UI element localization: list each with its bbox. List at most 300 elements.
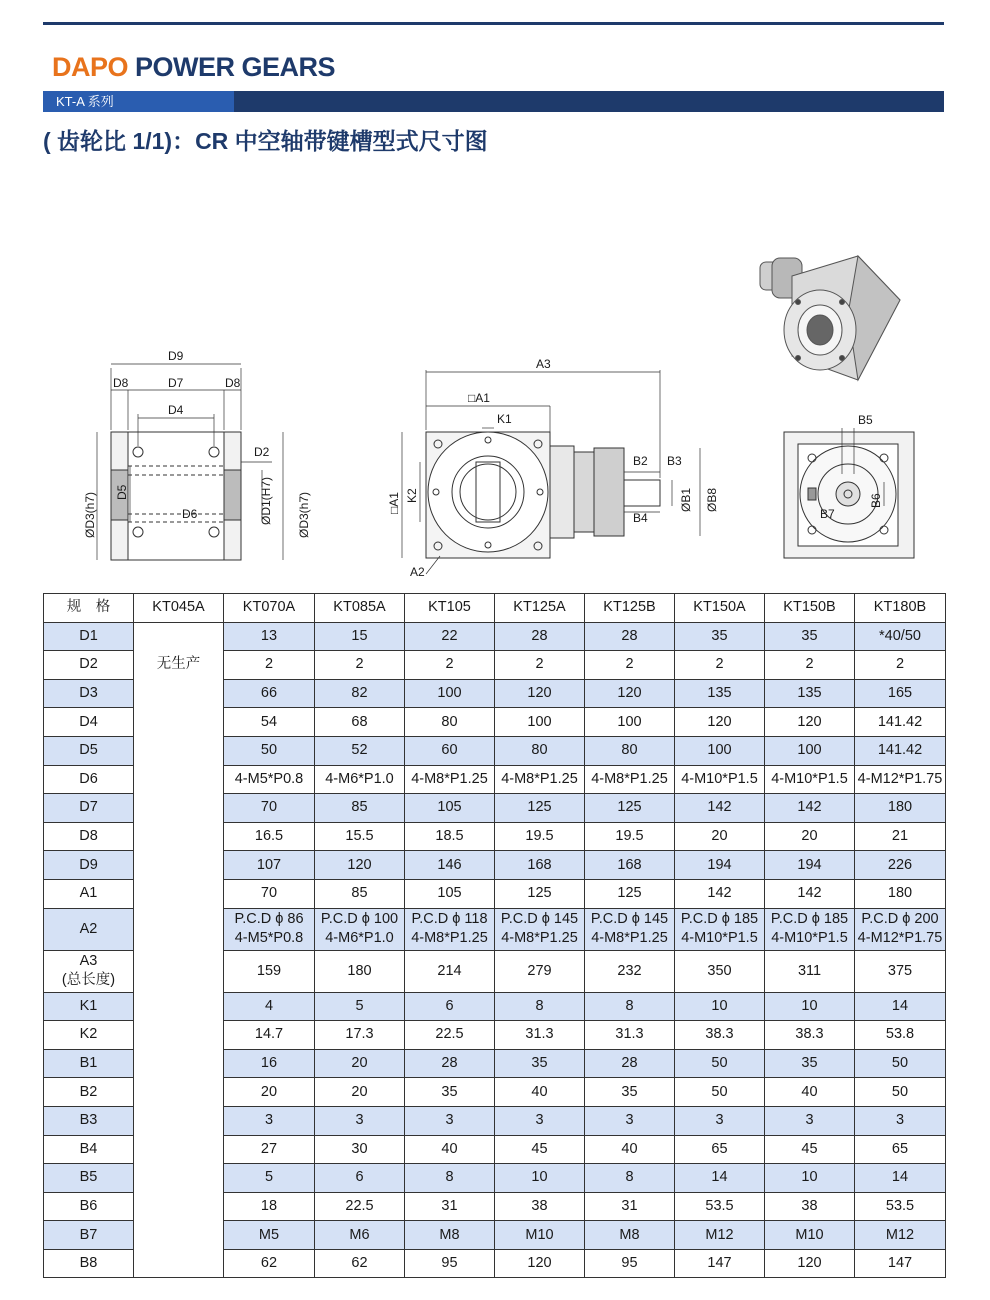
table-row <box>44 1192 946 1221</box>
row-label: D9 <box>44 851 134 880</box>
table-cell: 147 <box>675 1249 765 1278</box>
right-view <box>784 428 914 558</box>
table-cell: M8 <box>405 1221 495 1250</box>
kt045-cell <box>134 765 224 794</box>
table-cell: 14 <box>855 992 946 1021</box>
cell-line2: 4-M8*P1.25 <box>501 930 578 947</box>
table-cell: 20 <box>224 1078 315 1107</box>
label-d6: D6 <box>182 507 198 521</box>
table-cell: 85 <box>315 879 405 908</box>
table-cell: 31.3 <box>495 1021 585 1050</box>
table-row <box>44 765 946 794</box>
table-cell: 180 <box>855 794 946 823</box>
table-cell: 38.3 <box>675 1021 765 1050</box>
kt045-cell <box>134 1249 224 1278</box>
brand-part-2: POWER GEARS <box>128 52 336 82</box>
table-cell: 30 <box>315 1135 405 1164</box>
table-cell: 17.3 <box>315 1021 405 1050</box>
table-cell: M12 <box>675 1221 765 1250</box>
table-cell: 120 <box>585 679 675 708</box>
table-cell: 100 <box>495 708 585 737</box>
table-cell: 50 <box>224 736 315 765</box>
table-row <box>44 708 946 737</box>
table-cell: 15 <box>315 622 405 651</box>
header-model: KT150B <box>765 594 855 623</box>
table-cell: 125 <box>585 879 675 908</box>
table-cell: 3 <box>315 1106 405 1135</box>
table-cell: 14.7 <box>224 1021 315 1050</box>
table-cell: 142 <box>765 879 855 908</box>
table-cell: 311 <box>765 950 855 992</box>
table-cell: 8 <box>405 1164 495 1193</box>
label-d3-right: ØD3(h7) <box>297 491 311 538</box>
top-rule <box>43 22 944 25</box>
row-label: B6 <box>44 1192 134 1221</box>
table-cell <box>765 908 855 950</box>
table-cell: 20 <box>315 1049 405 1078</box>
header-model: KT125A <box>495 594 585 623</box>
table-cell: 125 <box>495 794 585 823</box>
table-cell: 80 <box>495 736 585 765</box>
table-row <box>44 794 946 823</box>
table-cell: 107 <box>224 851 315 880</box>
table-cell: M5 <box>224 1221 315 1250</box>
table-cell: M6 <box>315 1221 405 1250</box>
table-cell: 53.5 <box>855 1192 946 1221</box>
table-cell: 375 <box>855 950 946 992</box>
brand-part-1: DAPO <box>52 52 129 82</box>
row-label: D8 <box>44 822 134 851</box>
table-cell: 8 <box>495 992 585 1021</box>
label-d4: D4 <box>168 403 184 417</box>
kt045-cell <box>134 1164 224 1193</box>
table-cell: 20 <box>675 822 765 851</box>
row-label-line1: A3 <box>79 953 98 970</box>
middle-view <box>402 370 700 574</box>
table-cell: 62 <box>315 1249 405 1278</box>
table-cell: 65 <box>675 1135 765 1164</box>
table-cell: 19.5 <box>585 822 675 851</box>
table-cell: 54 <box>224 708 315 737</box>
table-row <box>44 1049 946 1078</box>
row-label: B7 <box>44 1221 134 1250</box>
table-cell: 141.42 <box>855 736 946 765</box>
table-cell <box>224 908 315 950</box>
row-label: K1 <box>44 992 134 1021</box>
brand-title <box>52 52 335 83</box>
cell-line2: 4-M6*P1.0 <box>325 930 394 947</box>
kt045-cell <box>134 879 224 908</box>
header-model: KT105 <box>405 594 495 623</box>
label-d3-left: ØD3(h7) <box>83 491 97 538</box>
cell-line1: P.C.D ϕ 185 <box>680 911 759 928</box>
label-b8: ØB8 <box>705 487 719 512</box>
table-cell: 232 <box>585 950 675 992</box>
table-cell: 10 <box>495 1164 585 1193</box>
table-cell: 3 <box>765 1106 855 1135</box>
table-cell: 20 <box>765 822 855 851</box>
table-cell: 5 <box>224 1164 315 1193</box>
table-row <box>44 1078 946 1107</box>
row-label: A2 <box>44 908 134 950</box>
row-label <box>44 950 134 992</box>
table-cell: 4-M8*P1.25 <box>405 765 495 794</box>
kt045-cell <box>134 1078 224 1107</box>
label-d8-right: D8 <box>225 376 241 390</box>
table-cell: 27 <box>224 1135 315 1164</box>
table-row <box>44 736 946 765</box>
table-cell: 80 <box>405 708 495 737</box>
table-cell: 13 <box>224 622 315 651</box>
table-cell: 50 <box>855 1049 946 1078</box>
table-cell: 35 <box>765 622 855 651</box>
label-b6: B6 <box>869 493 883 508</box>
cell-line1: P.C.D ϕ 86 <box>234 911 304 928</box>
table-cell: 28 <box>585 1049 675 1078</box>
table-row <box>44 1249 946 1278</box>
table-cell: 2 <box>315 651 405 680</box>
table-cell: M10 <box>495 1221 585 1250</box>
table-cell: 3 <box>675 1106 765 1135</box>
label-a3: A3 <box>536 357 551 371</box>
cell-line1: P.C.D ϕ 200 <box>861 911 939 928</box>
table-cell: 22 <box>405 622 495 651</box>
kt045-cell <box>134 794 224 823</box>
table-cell: 2 <box>585 651 675 680</box>
table-cell: 4-M5*P0.8 <box>224 765 315 794</box>
table-cell: 40 <box>405 1135 495 1164</box>
table-cell: 15.5 <box>315 822 405 851</box>
kt045-cell <box>134 1135 224 1164</box>
table-cell: 4-M10*P1.5 <box>675 765 765 794</box>
row-label: B4 <box>44 1135 134 1164</box>
cell-line2: 4-M5*P0.8 <box>234 930 304 947</box>
kt045-cell: 无生产 <box>134 651 224 680</box>
label-d5: D5 <box>115 484 129 500</box>
table-cell: 31 <box>405 1192 495 1221</box>
table-cell: 226 <box>855 851 946 880</box>
table-cell: 4-M12*P1.75 <box>855 765 946 794</box>
table-cell: 22.5 <box>315 1192 405 1221</box>
table-cell: 125 <box>495 879 585 908</box>
table-row <box>44 622 946 651</box>
kt045-cell <box>134 822 224 851</box>
row-label: D3 <box>44 679 134 708</box>
label-b4: B4 <box>633 511 648 525</box>
table-cell <box>585 908 675 950</box>
table-cell: 50 <box>855 1078 946 1107</box>
table-cell <box>675 908 765 950</box>
kt045-cell <box>134 679 224 708</box>
label-k2: K2 <box>405 488 419 503</box>
table-cell: M12 <box>855 1221 946 1250</box>
label-b7: B7 <box>820 507 835 521</box>
table-cell: 16.5 <box>224 822 315 851</box>
label-b2: B2 <box>633 454 648 468</box>
kt045-cell <box>134 708 224 737</box>
table-cell: 35 <box>585 1078 675 1107</box>
table-cell: 70 <box>224 879 315 908</box>
spec-table <box>43 593 946 1278</box>
table-cell: 3 <box>224 1106 315 1135</box>
series-bar <box>43 91 944 112</box>
label-d9: D9 <box>168 349 184 363</box>
row-label: A1 <box>44 879 134 908</box>
table-cell: 40 <box>495 1078 585 1107</box>
cell-line1: P.C.D ϕ 145 <box>590 911 669 928</box>
header-model: KT150A <box>675 594 765 623</box>
table-cell <box>315 908 405 950</box>
row-label: K2 <box>44 1021 134 1050</box>
left-view <box>97 364 283 560</box>
table-row <box>44 879 946 908</box>
label-b5: B5 <box>858 413 873 427</box>
row-label: D6 <box>44 765 134 794</box>
table-cell: 214 <box>405 950 495 992</box>
table-cell: 28 <box>405 1049 495 1078</box>
kt045-cell <box>134 908 224 950</box>
table-cell: 14 <box>855 1164 946 1193</box>
table-cell: 82 <box>315 679 405 708</box>
table-cell: 53.5 <box>675 1192 765 1221</box>
table-cell: 100 <box>405 679 495 708</box>
table-cell <box>855 908 946 950</box>
table-cell: 159 <box>224 950 315 992</box>
table-cell: 4-M10*P1.5 <box>765 765 855 794</box>
table-row <box>44 1135 946 1164</box>
table-cell: 10 <box>765 1164 855 1193</box>
header-model: KT070A <box>224 594 315 623</box>
table-cell <box>495 908 585 950</box>
cell-line2: 4-M10*P1.5 <box>681 930 758 947</box>
cell-line1: P.C.D ϕ 100 <box>320 911 399 928</box>
table-cell: 35 <box>495 1049 585 1078</box>
table-cell: 5 <box>315 992 405 1021</box>
table-cell: 120 <box>315 851 405 880</box>
header-model: KT125B <box>585 594 675 623</box>
table-cell: 350 <box>675 950 765 992</box>
table-cell: 2 <box>855 651 946 680</box>
table-cell: 125 <box>585 794 675 823</box>
table-cell: 65 <box>855 1135 946 1164</box>
kt045-cell <box>134 992 224 1021</box>
kt045-cell <box>134 950 224 992</box>
row-label: D7 <box>44 794 134 823</box>
label-d2: D2 <box>254 445 270 459</box>
table-cell: 3 <box>405 1106 495 1135</box>
table-cell: 194 <box>765 851 855 880</box>
table-cell: 31 <box>585 1192 675 1221</box>
table-cell: 50 <box>675 1078 765 1107</box>
label-d7: D7 <box>168 376 184 390</box>
table-cell: 14 <box>675 1164 765 1193</box>
table-cell: 2 <box>675 651 765 680</box>
header-model: KT180B <box>855 594 946 623</box>
table-cell: 38 <box>495 1192 585 1221</box>
table-cell: 35 <box>765 1049 855 1078</box>
table-cell: 95 <box>405 1249 495 1278</box>
table-cell: 194 <box>675 851 765 880</box>
label-d1: ØD1(H7) <box>259 476 273 525</box>
cell-line2: 4-M8*P1.25 <box>591 930 668 947</box>
table-cell: 2 <box>405 651 495 680</box>
table-cell: 16 <box>224 1049 315 1078</box>
page-subtitle: ( 齿轮比 1/1)：CR 中空轴带键槽型式尺寸图 <box>43 128 488 154</box>
table-row <box>44 822 946 851</box>
table-cell: 28 <box>585 622 675 651</box>
table-cell: 2 <box>224 651 315 680</box>
table-cell: 279 <box>495 950 585 992</box>
table-cell: M10 <box>765 1221 855 1250</box>
row-label: B2 <box>44 1078 134 1107</box>
header-model: KT085A <box>315 594 405 623</box>
table-cell: 68 <box>315 708 405 737</box>
kt045-cell <box>134 1192 224 1221</box>
table-row <box>44 1021 946 1050</box>
table-cell: 45 <box>495 1135 585 1164</box>
row-label: D5 <box>44 736 134 765</box>
table-cell: 35 <box>675 622 765 651</box>
table-cell: 62 <box>224 1249 315 1278</box>
cell-line2: 4-M12*P1.75 <box>857 930 943 947</box>
table-cell: 22.5 <box>405 1021 495 1050</box>
table-cell: 6 <box>405 992 495 1021</box>
table-cell: 35 <box>405 1078 495 1107</box>
table-cell: 53.8 <box>855 1021 946 1050</box>
label-a2: A2 <box>410 565 425 579</box>
table-row <box>44 1164 946 1193</box>
table-cell: 40 <box>765 1078 855 1107</box>
table-cell: 147 <box>855 1249 946 1278</box>
table-cell: 120 <box>765 708 855 737</box>
table-cell: 120 <box>495 679 585 708</box>
label-d8-left: D8 <box>113 376 129 390</box>
label-b3: B3 <box>667 454 682 468</box>
header-model: KT045A <box>134 594 224 623</box>
table-cell: 95 <box>585 1249 675 1278</box>
label-b1: ØB1 <box>679 487 693 512</box>
cell-line2: 4-M10*P1.5 <box>771 930 848 947</box>
table-cell: 66 <box>224 679 315 708</box>
table-cell: 4-M8*P1.25 <box>495 765 585 794</box>
table-cell: 168 <box>495 851 585 880</box>
table-cell: 105 <box>405 794 495 823</box>
table-cell: 6 <box>315 1164 405 1193</box>
table-cell: 50 <box>675 1049 765 1078</box>
table-cell: 120 <box>765 1249 855 1278</box>
cell-line2: 4-M8*P1.25 <box>411 930 488 947</box>
kt045-cell <box>134 851 224 880</box>
table-cell: 52 <box>315 736 405 765</box>
table-row <box>44 908 946 950</box>
table-cell: 141.42 <box>855 708 946 737</box>
table-cell: 8 <box>585 1164 675 1193</box>
table-cell: 38 <box>765 1192 855 1221</box>
table-cell: 180 <box>315 950 405 992</box>
table-cell: 142 <box>675 879 765 908</box>
table-cell: 105 <box>405 879 495 908</box>
kt045-cell <box>134 1021 224 1050</box>
kt045-cell <box>134 1049 224 1078</box>
table-cell: 3 <box>495 1106 585 1135</box>
kt045-cell <box>134 1221 224 1250</box>
row-label: D2 <box>44 651 134 680</box>
cell-line1: P.C.D ϕ 185 <box>770 911 849 928</box>
table-cell: 3 <box>585 1106 675 1135</box>
table-cell: 165 <box>855 679 946 708</box>
table-cell: 180 <box>855 879 946 908</box>
label-k1: K1 <box>497 412 512 426</box>
table-cell: 2 <box>495 651 585 680</box>
table-header-row <box>44 594 946 623</box>
table-cell <box>405 908 495 950</box>
table-row <box>44 679 946 708</box>
table-cell: 4-M8*P1.25 <box>585 765 675 794</box>
table-row <box>44 992 946 1021</box>
table-cell: 21 <box>855 822 946 851</box>
table-cell: *40/50 <box>855 622 946 651</box>
row-label: D1 <box>44 622 134 651</box>
table-row <box>44 950 946 992</box>
table-cell: 70 <box>224 794 315 823</box>
cell-line1: P.C.D ϕ 145 <box>500 911 579 928</box>
table-cell: 120 <box>675 708 765 737</box>
table-cell: 19.5 <box>495 822 585 851</box>
table-cell: 135 <box>765 679 855 708</box>
table-cell: 8 <box>585 992 675 1021</box>
table-row <box>44 1221 946 1250</box>
table-row <box>44 651 946 680</box>
table-cell: 142 <box>675 794 765 823</box>
table-cell: M8 <box>585 1221 675 1250</box>
table-cell: 28 <box>495 622 585 651</box>
table-cell: 10 <box>675 992 765 1021</box>
table-cell: 120 <box>495 1249 585 1278</box>
cell-line1: P.C.D ϕ 118 <box>411 911 488 928</box>
kt045-cell <box>134 1106 224 1135</box>
row-label: B1 <box>44 1049 134 1078</box>
table-cell: 135 <box>675 679 765 708</box>
table-cell: 146 <box>405 851 495 880</box>
kt045-cell <box>134 622 224 651</box>
table-cell: 60 <box>405 736 495 765</box>
row-label: B3 <box>44 1106 134 1135</box>
table-cell: 100 <box>675 736 765 765</box>
table-cell: 40 <box>585 1135 675 1164</box>
table-row <box>44 1106 946 1135</box>
table-cell: 4-M6*P1.0 <box>315 765 405 794</box>
table-cell: 4 <box>224 992 315 1021</box>
table-cell: 18 <box>224 1192 315 1221</box>
header-spec: 规 格 <box>44 594 134 623</box>
table-cell: 2 <box>765 651 855 680</box>
table-cell: 10 <box>765 992 855 1021</box>
table-cell: 80 <box>585 736 675 765</box>
table-cell: 142 <box>765 794 855 823</box>
table-cell: 3 <box>855 1106 946 1135</box>
table-cell: 45 <box>765 1135 855 1164</box>
row-label: B5 <box>44 1164 134 1193</box>
label-a1-top: □A1 <box>468 391 490 405</box>
table-cell: 168 <box>585 851 675 880</box>
row-label-line2: (总长度) <box>61 972 116 989</box>
table-cell: 100 <box>765 736 855 765</box>
series-tag: KT-A 系列 <box>43 91 234 112</box>
dimension-drawing <box>0 240 990 585</box>
table-row <box>44 851 946 880</box>
table-cell: 20 <box>315 1078 405 1107</box>
table-cell: 85 <box>315 794 405 823</box>
